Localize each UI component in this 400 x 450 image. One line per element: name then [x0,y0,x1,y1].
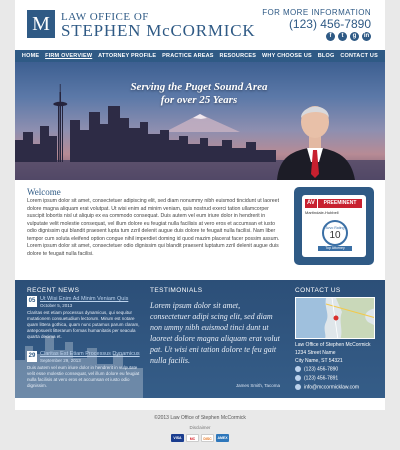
page-container [15,0,385,410]
avvo-rating-label: Avvo Rating [325,226,345,230]
email-icon [295,384,301,390]
welcome-body: Lorem ipsum dolor sit amet, consectetuer adipiscing elit, sed diam nonummy nibh euismod tincidunt ut laoreet dolore magna aliquam erat volutpat. Ut wisi enim ad minim veniam, quis nostrud exerci tation ullamcorper suscipit lobortis nisl ut aliquip ex ea commodo consequat. Duis autem vel eum iriure dolor in hendrerit in vulputate velit molestie consequat, vel illum dolore eu feugiat nulla facilisis at vero eros et accumsan et iusto odio dignissim qui blandit praesent lupta tum zzril delenit augue duis dolore te feugait nulla facilisi. Nam liber tempor cum soluta eleifend option congue nihil imperdiet doming id quod mazim placerat facer possim assum. Lorem ipsum dolor sit amet, consectetuer odio dignissim qui blandit praesent luptatum zzril delenit augue duis dolore te feugait nulla facilisi. [27,198,280,257]
location-map[interactable] [295,297,375,339]
martindale-label: Martindale-Hubbell [305,210,339,215]
site-header [15,0,385,50]
ratings-badge-card[interactable] [294,187,374,265]
header-phone[interactable]: (123) 456-7890 [288,17,371,31]
social-links [326,32,371,41]
fax-icon [295,375,301,381]
hero-skyline-illustration [15,62,385,180]
testimonials-heading: TESTIMONIALS [150,287,203,294]
nav-blog[interactable]: BLOG [317,53,335,59]
map-illustration [296,298,375,339]
contact-heading: CONTACT US [295,287,341,294]
facebook-icon[interactable]: f [326,32,335,41]
contact-name: Law Office of Stephen McCormick [295,342,371,348]
news-day-badge: 29 [27,351,37,362]
map-pin-icon [334,316,339,321]
avvo-rating-band: Top Attorney [318,246,352,251]
news-title-link[interactable]: Ut Wisi Enim Ad Minim Veniam Quis [40,296,129,302]
discover-card-icon: DISC [201,434,214,442]
nav-home[interactable]: HOME [21,53,40,59]
visa-card-icon: VISA [171,434,184,442]
news-date: September 29, 2013 [40,358,81,363]
news-title-link[interactable]: Claritas Est Etiam Processus Dynamicus [40,351,140,357]
contact-phone-row[interactable] [295,366,338,372]
contact-city: City Name, ST 54321 [295,358,343,364]
googleplus-icon[interactable]: g [350,32,359,41]
main-nav [15,50,385,62]
mastercard-icon: MC [186,434,199,442]
news-date: October 5, 2013 [40,303,73,308]
avvo-rating-badge [322,220,348,246]
nav-attorney-profile[interactable]: ATTORNEY PROFILE [98,53,157,59]
disclaimer-link[interactable]: Disclaimer [189,425,211,430]
payment-cards [171,434,229,442]
recent-news-heading: RECENT NEWS [27,287,80,294]
contact-fax: (123) 456-7891 [304,375,339,382]
preeminent-label: PREEMINENT [318,199,362,208]
logo-mark[interactable]: M [27,10,55,38]
welcome-title: Welcome [27,187,61,197]
hero-line-1: Serving the Puget Sound Area [130,81,268,93]
nav-contact-us[interactable]: CONTACT US [340,53,378,59]
firm-name[interactable]: STEPHEN McCORMICK [61,21,256,40]
copyright-text: ©2013 Law Office of Stephen McCormick [154,415,246,421]
info-band [15,280,385,398]
contact-email: info@mccormicklaw.com [304,384,360,391]
twitter-icon[interactable]: t [338,32,347,41]
avvo-rating-value: 10 [329,230,341,241]
news-day-badge: 05 [27,296,37,307]
nav-why-choose-us[interactable]: WHY CHOOSE US [262,53,312,59]
attorney-portrait [277,106,355,180]
av-rating-badge: AV [305,199,317,208]
linkedin-icon[interactable]: in [363,33,370,39]
amex-card-icon: AMEX [217,436,228,440]
news-excerpt: Claritas est etiam processus dynamicus, qui sequitur mutationem consuetudium lectorum. Mirum est notare quam littera gothica, quam nunc putamus parum claram, anteposuerit litterarum formas humanitatis per seacula quarta decima et. [27,310,140,339]
news-excerpt: Duis autem vel eum iriure dolor in hendrerit in vulputate velit esse molestie consequat, vel illum dolore eu feugiat nulla facilisis at vero eros et accumsan et iusto odio dignissim. [27,365,140,388]
contact-street: 1234 Street Name [295,350,336,356]
contact-phone: (123) 456-7890 [304,366,339,373]
news-item [27,296,145,346]
hero-headline [99,81,299,107]
more-info-label: FOR MORE INFORMATION [262,8,371,17]
nav-resources[interactable]: RESOURCES [219,53,257,59]
nav-practice-areas[interactable]: PRACTICE AREAS [162,53,214,59]
ratings-badge [302,195,366,257]
nav-firm-overview[interactable]: FIRM OVERVIEW [45,53,93,59]
firm-name-prefix[interactable]: LAW OFFICE OF [61,11,149,23]
hero-banner [15,62,385,180]
testimonial-quote: Lorem ipsum dolor sit amet, consectetuer adipi scing elit, sed diam non ummy nibh euismod tinci dunt ut laoreet dolore magna aliquam erat volut pat. Ut wisi eni tation dolore te feu gait nulla facilis. [150,301,280,365]
news-item [27,351,145,396]
phone-icon [295,366,301,372]
testimonial-author: James Smith, Tacoma [235,383,280,388]
contact-email-row[interactable] [295,384,359,390]
contact-fax-row [295,375,338,381]
hero-line-2: for over 25 Years [160,94,238,106]
